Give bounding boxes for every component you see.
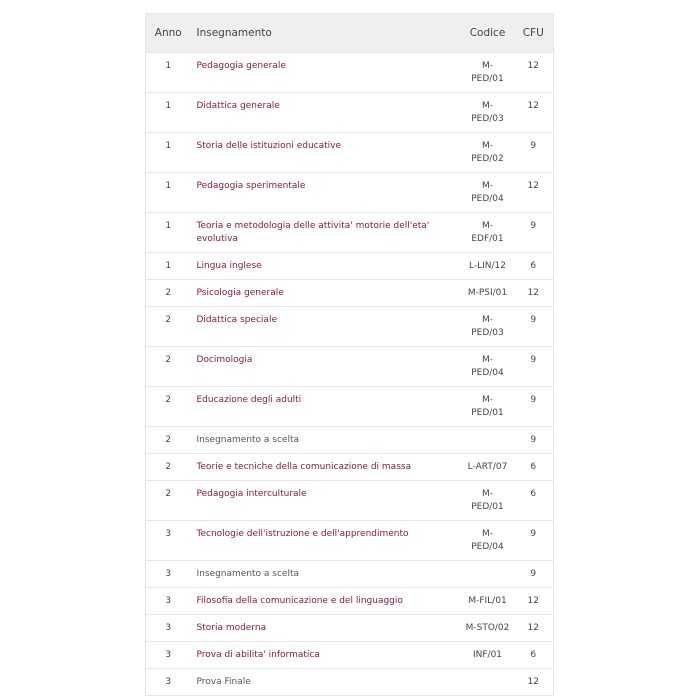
cell-codice — [462, 454, 514, 481]
cell-anno: 2 — [165, 435, 172, 445]
cell-anno: 3 — [165, 623, 172, 633]
cell-codice — [462, 481, 514, 521]
course-link[interactable]: Prova di abilita' informatica — [196, 650, 320, 660]
cell-anno: 1 — [165, 261, 172, 271]
cell-cfu: 12 — [527, 101, 539, 111]
cell-cfu: 6 — [530, 462, 537, 472]
table-row — [146, 454, 554, 481]
table-row — [146, 387, 554, 427]
cell-anno: 1 — [165, 141, 172, 151]
codice-line-1: M- — [481, 141, 493, 151]
codice-line-2: PED/04 — [471, 194, 504, 204]
cell-anno: 2 — [165, 395, 172, 405]
cell-cfu: 9 — [530, 221, 537, 231]
course-link[interactable]: Psicologia generale — [196, 288, 284, 298]
cell-codice — [462, 133, 514, 173]
cell-anno: 1 — [165, 101, 172, 111]
codice-line-2: PED/01 — [471, 74, 504, 84]
cell-insegnamento — [191, 280, 462, 307]
codice-line-1: M- — [481, 529, 493, 539]
cell-cfu: 12 — [527, 623, 539, 633]
codice-line-2: PED/04 — [471, 368, 504, 378]
header-anno: Anno — [146, 14, 191, 53]
codice-line-2: EDF/01 — [471, 234, 504, 244]
table-row — [146, 481, 554, 521]
course-link[interactable]: Didattica speciale — [196, 315, 277, 325]
cell-anno: 3 — [165, 569, 172, 579]
cell-cfu: 12 — [527, 181, 539, 191]
cell-insegnamento — [191, 93, 462, 133]
codice-line-1: M- — [481, 355, 493, 365]
course-label: Prova Finale — [196, 677, 251, 687]
cell-insegnamento — [191, 347, 462, 387]
codice-line-1: M- — [481, 101, 493, 111]
table-row — [146, 347, 554, 387]
header-insegnamento: Insegnamento — [191, 14, 462, 53]
cell-anno: 2 — [165, 288, 172, 298]
cell-cfu: 12 — [527, 677, 539, 687]
cell-anno: 1 — [165, 61, 172, 71]
cell-insegnamento — [191, 53, 462, 93]
codice-line-1: M-STO/02 — [465, 623, 510, 633]
cell-cfu: 6 — [530, 489, 537, 499]
cell-codice — [462, 307, 514, 347]
header-codice: Codice — [462, 14, 514, 53]
codice-line-2: PED/04 — [471, 542, 504, 552]
cell-insegnamento — [191, 561, 462, 588]
cell-insegnamento — [191, 213, 462, 253]
courses-table — [145, 13, 554, 696]
codice-line-1: M- — [481, 61, 493, 71]
table-row — [146, 280, 554, 307]
cell-codice — [462, 347, 514, 387]
table-row — [146, 133, 554, 173]
table-row — [146, 307, 554, 347]
course-link[interactable]: Docimologia — [196, 355, 253, 365]
cell-insegnamento — [191, 481, 462, 521]
cell-codice — [462, 93, 514, 133]
cell-cfu: 9 — [530, 395, 537, 405]
cell-anno: 2 — [165, 355, 172, 365]
course-link[interactable]: Teorie e tecniche della comunicazione di massa — [196, 462, 412, 472]
cell-cfu: 9 — [530, 569, 537, 579]
cell-insegnamento — [191, 454, 462, 481]
codice-line-2: PED/03 — [471, 328, 504, 338]
cell-codice — [462, 669, 514, 696]
table-row — [146, 561, 554, 588]
cell-insegnamento — [191, 642, 462, 669]
codice-line-1: L-LIN/12 — [469, 261, 506, 271]
course-link[interactable]: Teoria e metodologia delle attivita' motorie dell'eta' evolutiva — [196, 221, 430, 244]
cell-cfu: 6 — [530, 650, 537, 660]
cell-anno: 1 — [165, 181, 172, 191]
cell-anno: 3 — [165, 677, 172, 687]
cell-cfu: 9 — [530, 315, 537, 325]
cell-insegnamento — [191, 387, 462, 427]
cell-codice — [462, 387, 514, 427]
cell-codice — [462, 642, 514, 669]
course-link[interactable]: Storia delle istituzioni educative — [196, 141, 342, 151]
table-row — [146, 427, 554, 454]
course-link[interactable]: Pedagogia sperimentale — [196, 181, 306, 191]
cell-codice — [462, 427, 514, 454]
cell-codice — [462, 521, 514, 561]
codice-line-1: M-FIL/01 — [468, 596, 507, 606]
cell-insegnamento — [191, 588, 462, 615]
course-link[interactable]: Filosofia della comunicazione e del linguaggio — [196, 596, 403, 606]
codice-line-1: M- — [481, 489, 493, 499]
codice-line-1: INF/01 — [472, 650, 503, 660]
header-cfu: CFU — [514, 14, 554, 53]
cell-cfu: 9 — [530, 529, 537, 539]
cell-codice — [462, 213, 514, 253]
cell-cfu: 9 — [530, 435, 537, 445]
table-row — [146, 615, 554, 642]
cell-anno: 3 — [165, 529, 172, 539]
cell-cfu: 6 — [530, 261, 537, 271]
cell-insegnamento — [191, 669, 462, 696]
cell-cfu: 12 — [527, 596, 539, 606]
cell-insegnamento — [191, 253, 462, 280]
codice-line-1: M-PSI/01 — [467, 288, 508, 298]
courses-table-wrapper — [145, 13, 553, 696]
table-row — [146, 93, 554, 133]
cell-insegnamento — [191, 427, 462, 454]
cell-anno: 2 — [165, 462, 172, 472]
codice-line-1: M- — [481, 315, 493, 325]
table-row — [146, 213, 554, 253]
cell-anno: 2 — [165, 315, 172, 325]
course-label: Insegnamento a scelta — [196, 569, 300, 579]
cell-cfu: 12 — [527, 61, 539, 71]
table-row — [146, 173, 554, 213]
cell-anno: 3 — [165, 596, 172, 606]
codice-line-2: PED/01 — [471, 408, 504, 418]
cell-codice — [462, 173, 514, 213]
cell-insegnamento — [191, 173, 462, 213]
codice-line-2: PED/03 — [471, 114, 504, 124]
codice-line-1: L-ART/07 — [467, 462, 508, 472]
cell-codice — [462, 588, 514, 615]
table-header-row — [146, 14, 554, 53]
cell-codice — [462, 253, 514, 280]
cell-codice — [462, 561, 514, 588]
cell-codice — [462, 615, 514, 642]
codice-line-1: M- — [481, 181, 493, 191]
course-link[interactable]: Pedagogia interculturale — [196, 489, 307, 499]
cell-anno: 3 — [165, 650, 172, 660]
course-link[interactable]: Educazione degli adulti — [196, 395, 302, 405]
table-row — [146, 588, 554, 615]
cell-codice — [462, 280, 514, 307]
cell-insegnamento — [191, 133, 462, 173]
course-link[interactable]: Lingua inglese — [196, 261, 262, 271]
cell-codice — [462, 53, 514, 93]
cell-insegnamento — [191, 615, 462, 642]
cell-cfu: 9 — [530, 141, 537, 151]
course-link[interactable]: Storia moderna — [196, 623, 267, 633]
codice-line-1: M- — [481, 395, 493, 405]
codice-line-2: PED/02 — [471, 154, 504, 164]
course-link[interactable]: Didattica generale — [196, 101, 280, 111]
table-row — [146, 253, 554, 280]
course-link[interactable]: Tecnologie dell'istruzione e dell'apprendimento — [196, 529, 409, 539]
cell-anno: 2 — [165, 489, 172, 499]
table-row — [146, 642, 554, 669]
codice-line-1: M- — [481, 221, 493, 231]
course-link[interactable]: Pedagogia generale — [196, 61, 286, 71]
cell-anno: 1 — [165, 221, 172, 231]
codice-line-2: PED/01 — [471, 502, 504, 512]
table-row — [146, 53, 554, 93]
cell-cfu: 9 — [530, 355, 537, 365]
cell-insegnamento — [191, 307, 462, 347]
table-row — [146, 521, 554, 561]
cell-cfu: 12 — [527, 288, 539, 298]
table-row — [146, 669, 554, 696]
course-label: Insegnamento a scelta — [196, 435, 300, 445]
cell-insegnamento — [191, 521, 462, 561]
